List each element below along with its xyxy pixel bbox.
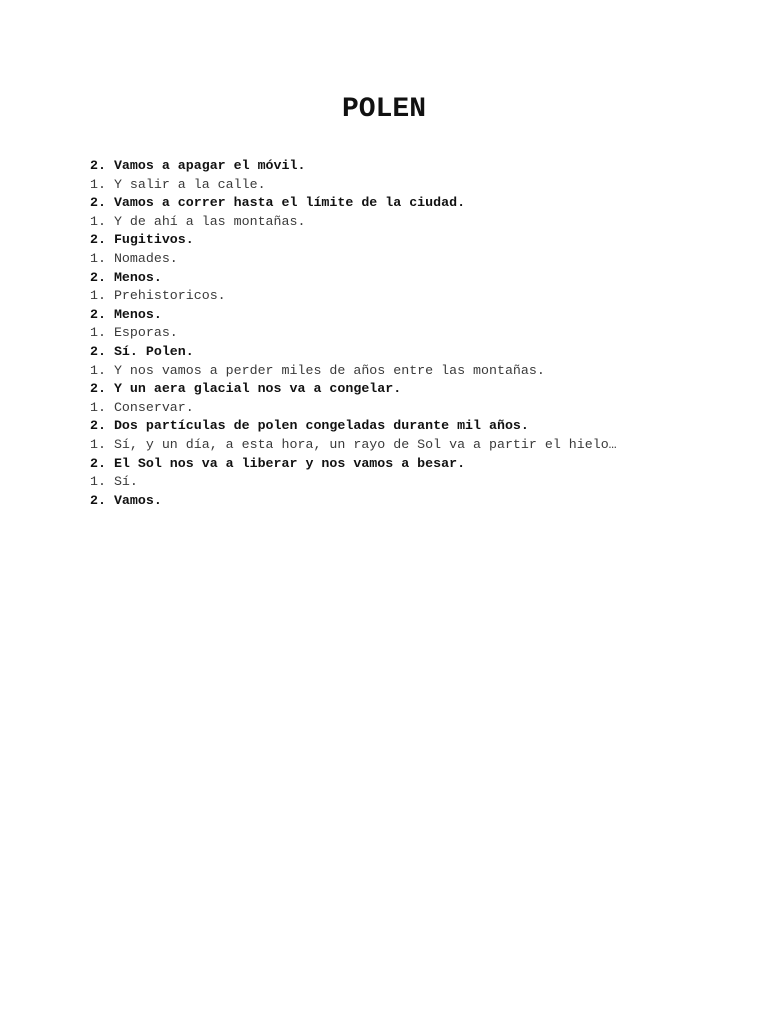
speaker-number: 2. bbox=[90, 158, 106, 173]
speaker-number: 2. bbox=[90, 343, 106, 359]
speaker-number: 2. bbox=[90, 232, 106, 248]
dialogue-text: Nomades. bbox=[113, 250, 178, 266]
dialogue-line bbox=[90, 399, 730, 418]
dialogue-line bbox=[90, 213, 730, 232]
speaker-number: 1. bbox=[90, 399, 106, 415]
dialogue-text: Esporas. bbox=[113, 325, 178, 341]
speaker-number: 1. bbox=[90, 176, 106, 192]
speaker-number: 1. bbox=[90, 288, 106, 304]
speaker-number: 2. bbox=[90, 492, 106, 508]
speaker-number: 1. bbox=[90, 213, 106, 229]
speaker-number: 2. bbox=[90, 269, 106, 285]
speaker-number: 2. bbox=[90, 455, 106, 471]
dialogue-line bbox=[90, 306, 730, 325]
speaker-number: 1. bbox=[90, 474, 106, 490]
dialogue-line bbox=[90, 231, 730, 250]
speaker-number: 1. bbox=[90, 362, 106, 378]
dialogue-line bbox=[90, 250, 730, 269]
dialogue-text: El Sol nos va a liberar y nos vamos a besar. bbox=[113, 455, 466, 471]
dialogue-line bbox=[90, 362, 730, 381]
dialogue-text: Y salir a la calle. bbox=[113, 176, 266, 192]
dialogue-line bbox=[90, 417, 730, 436]
speaker-number: 2. bbox=[90, 195, 106, 211]
speaker-number: 1. bbox=[90, 250, 106, 266]
dialogue-text: Sí, y un día, a esta hora, un rayo de Sol va a partir el hielo… bbox=[113, 436, 617, 452]
dialogue-text: Vamos. bbox=[113, 492, 162, 508]
dialogue-line bbox=[90, 436, 730, 455]
dialogue-line bbox=[90, 492, 730, 511]
dialogue-line bbox=[90, 157, 730, 176]
dialogue-text: Vamos a correr hasta el límite de la ciudad. bbox=[113, 195, 466, 211]
dialogue-text: Dos partículas de polen congeladas durante mil años. bbox=[113, 418, 529, 434]
dialogue-line bbox=[90, 176, 730, 195]
dialogue-text: Conservar. bbox=[113, 399, 194, 415]
dialogue-text: Fugitivos. bbox=[113, 232, 194, 248]
dialogue-text: Prehistoricos. bbox=[113, 288, 226, 304]
dialogue-line bbox=[90, 194, 730, 213]
dialogue-text: Y un aera glacial nos va a congelar. bbox=[113, 381, 402, 397]
dialogue-line bbox=[90, 343, 730, 362]
dialogue-text: Y nos vamos a perder miles de años entre las montañas. bbox=[113, 362, 545, 378]
dialogue-text: Sí. Polen. bbox=[113, 343, 194, 359]
dialogue-line bbox=[90, 473, 730, 492]
dialogue-text: Menos. bbox=[113, 269, 162, 285]
speaker-number: 1. bbox=[90, 325, 106, 341]
dialogue-list bbox=[90, 157, 730, 510]
dialogue-text: Vamos a apagar el móvil. bbox=[113, 158, 306, 173]
dialogue-text: Sí. bbox=[113, 474, 138, 490]
dialogue-line bbox=[90, 287, 730, 306]
speaker-number: 2. bbox=[90, 381, 106, 397]
dialogue-line bbox=[90, 455, 730, 474]
dialogue-line bbox=[90, 324, 730, 343]
dialogue-text: Y de ahí a las montañas. bbox=[113, 213, 306, 229]
speaker-number: 2. bbox=[90, 418, 106, 434]
document-title: POLEN bbox=[341, 94, 426, 125]
speaker-number: 1. bbox=[90, 436, 106, 452]
dialogue-line bbox=[90, 380, 730, 399]
speaker-number: 2. bbox=[90, 306, 106, 322]
dialogue-line bbox=[90, 269, 730, 288]
dialogue-text: Menos. bbox=[113, 306, 162, 322]
